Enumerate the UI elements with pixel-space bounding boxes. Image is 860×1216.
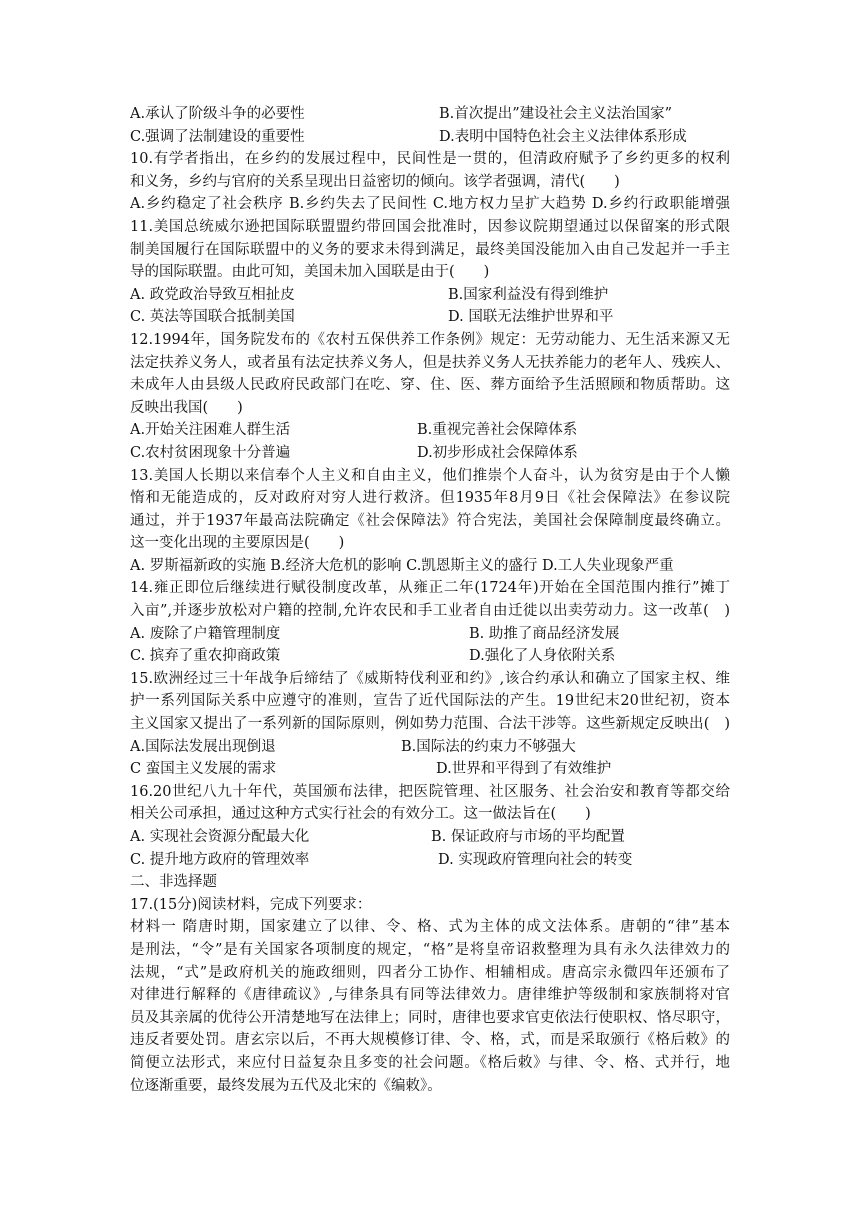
text-line: 这一变化出现的主要原因是( ) xyxy=(130,535,345,552)
text-line: 惰和无能造成的，反对政府对穷人进行救济。但1935年8月9日《社会保障法》在参议院 xyxy=(130,490,730,507)
text-line: 12.1994年，国务院发布的《农村五保供养工作条例》规定：无劳动能力、无生活来源又无 xyxy=(130,331,730,348)
option-text: C.强调了法制建设的重要性 xyxy=(130,128,305,145)
text-line: A. 罗斯福新政的实施 B.经济大危机的影响 C.凯恩斯主义的盛行 D.工人失业现象严重 xyxy=(130,557,674,574)
option-text: A. 实现社会资源分配最大化 xyxy=(130,829,310,845)
option-row xyxy=(130,623,730,646)
text-line: 主义国家又提出了一系列新的国际原则，例如势力范围、合法干涉等。这些新规定反映出( ) xyxy=(130,716,730,733)
option-text: B.重视完善社会保障体系 xyxy=(417,422,578,439)
option-text: B.国家利益没有得到维护 xyxy=(448,286,609,303)
option-text: B.国际法的约束力不够强大 xyxy=(401,738,576,755)
option-text: B. 助推了商品经济发展 xyxy=(469,625,620,642)
text-line: 位逐渐重要，最终发展为五代及北宋的《编敕》。 xyxy=(130,1077,442,1094)
text-line: 10.有学者指出，在乡约的发展过程中，民间性是一贯的，但清政府赋予了乡约更多的权利 xyxy=(130,151,730,168)
text-line: 对律进行解释的《唐律疏议》,与律条具有同等法律效力。唐律维护等级制和家族制将对官 xyxy=(130,987,730,1004)
text-line: 入亩”,并逐步放松对户籍的控制,允许农民和手工业者自由迁徙以出卖劳动力。这一改革( ) xyxy=(130,603,730,620)
text-line: 法规，“式”是政府机关的施政细则，四者分工协作、相辅相成。唐高宗永微四年还颁布了 xyxy=(130,964,730,981)
text-line: 相关公司承担，通过这种方式实行社会的有效分工。这一做法旨在( ) xyxy=(130,806,591,823)
option-text: A.国际法发展出现倒退 xyxy=(130,738,276,755)
option-text: B. 保证政府与市场的平均配置 xyxy=(431,829,625,845)
text-line: A.乡约稳定了社会秩序 B.乡约失去了民间性 C.地方权力呈扩大趋势 D.乡约行政职能增强 xyxy=(130,196,730,213)
option-text: C. 提升地方政府的管理效率 xyxy=(130,851,310,868)
option-text: D. 国联无法维护世界和平 xyxy=(448,309,614,326)
option-text: D.初步形成社会保障体系 xyxy=(417,444,578,461)
option-text: A.开始关注困难人群生活 xyxy=(130,422,291,439)
option-text: A.承认了阶级斗争的必要性 xyxy=(130,106,305,122)
text-line: 反映出我国( ) xyxy=(130,399,243,416)
option-text: B.首次提出”建设社会主义法治国家” xyxy=(439,106,673,122)
text-line: 护一系列国际关系中应遵守的准则，宣告了近代国际法的产生。19世纪末20世纪初，资本 xyxy=(130,693,730,710)
option-row xyxy=(130,758,730,781)
option-row xyxy=(130,442,730,465)
text-line: 违反者要处罚。唐玄宗以后，不再大规模修订律、令、格，式，而是采取颁行《格后敕》的 xyxy=(130,1032,730,1049)
text-line: 通过，并于1937年最高法院确定《社会保障法》符合宪法，美国社会保障制度最终确立。 xyxy=(130,512,730,529)
option-row xyxy=(130,736,730,759)
text-line: 材料一 隋唐时期，国家建立了以律、令、格、式为主体的成文法体系。唐朝的“律”基本 xyxy=(130,919,730,936)
option-row xyxy=(130,284,730,307)
option-text: A. 政党政治导致互相扯皮 xyxy=(130,286,295,303)
text-line: 13.美国人长期以来信奉个人主义和自由主义，他们推崇个人奋斗，认为贫穷是由于个人懒 xyxy=(130,467,730,484)
option-text: C. 英法等国联合抵制美国 xyxy=(130,309,295,326)
text-line: 员及其亲属的优待公开清楚地写在法律上；同时，唐律也要求官吏依法行使职权、恪尽职守， xyxy=(130,1009,730,1026)
text-line: 是刑法，“令”是有关国家各项制度的规定，“格”是将皇帝诏救整理为具有永久法律效力的 xyxy=(130,941,730,958)
text-line: 简便立法形式，来应付日益复杂且多变的社会问题。《格后敕》与律、令、格、式并行，地 xyxy=(130,1054,730,1071)
option-row xyxy=(130,103,730,126)
option-row xyxy=(130,306,730,329)
text-line: 制美国履行在国际联盟中的义务的要求未得到满足，最终美国没能加入由自己发起并一手主 xyxy=(130,241,730,258)
text-line: 未成年人由县级人民政府民政部门在吃、穿、住、医、葬方面给予生活照顾和物质帮助。这 xyxy=(130,377,730,394)
option-text: C 蛮国主义发展的需求 xyxy=(130,761,277,778)
option-text: D.世界和平得到了有效维护 xyxy=(436,761,612,778)
document-body xyxy=(130,103,730,1097)
text-line: 17.(15分)阅读材料，完成下列要求： xyxy=(130,896,372,913)
text-line: 11.美国总统威尔逊把国际联盟盟约带回国会批准时，因参议院期望通过以保留案的形式限 xyxy=(130,218,730,235)
option-text: C.农村贫困现象十分普遍 xyxy=(130,444,291,461)
option-row xyxy=(130,826,730,849)
text-line: 导的国际联盟。由此可知，美国未加入国联是由于( ) xyxy=(130,264,490,281)
option-text: C. 摈弃了重农抑商政策 xyxy=(130,648,281,665)
option-row xyxy=(130,419,730,442)
option-text: D.表明中国特色社会主义法律体系形成 xyxy=(439,128,687,145)
text-line: 二、非选择题 xyxy=(130,874,217,891)
option-row xyxy=(130,849,730,872)
option-row xyxy=(130,645,730,668)
option-row xyxy=(130,126,730,149)
text-line: 和义务，乡约与官府的关系呈现出日益密切的倾向。该学者强调，清代( ) xyxy=(130,173,620,190)
text-line: 15.欧洲经过三十年战争后缔结了《威斯特伐利亚和约》,该合约承认和确立了国家主权、维 xyxy=(130,670,730,687)
option-text: D. 实现政府管理向社会的转变 xyxy=(438,851,633,868)
text-line: 法定扶养义务人，或者虽有法定扶养义务人，但是扶养义务人无扶养能力的老年人、残疾人、 xyxy=(130,354,730,371)
text-line: 14.雍正即位后继续进行赋役制度改革，从雍正二年(1724年)开始在全国范围内推行”摊丁 xyxy=(130,580,730,597)
option-text: D.强化了人身依附关系 xyxy=(469,648,616,665)
option-text: A. 废除了户籍管理制度 xyxy=(130,625,281,642)
text-line: 16.20世纪八九十年代，英国颁布法律，把医院管理、社区服务、社会治安和教育等都交给 xyxy=(130,783,730,800)
